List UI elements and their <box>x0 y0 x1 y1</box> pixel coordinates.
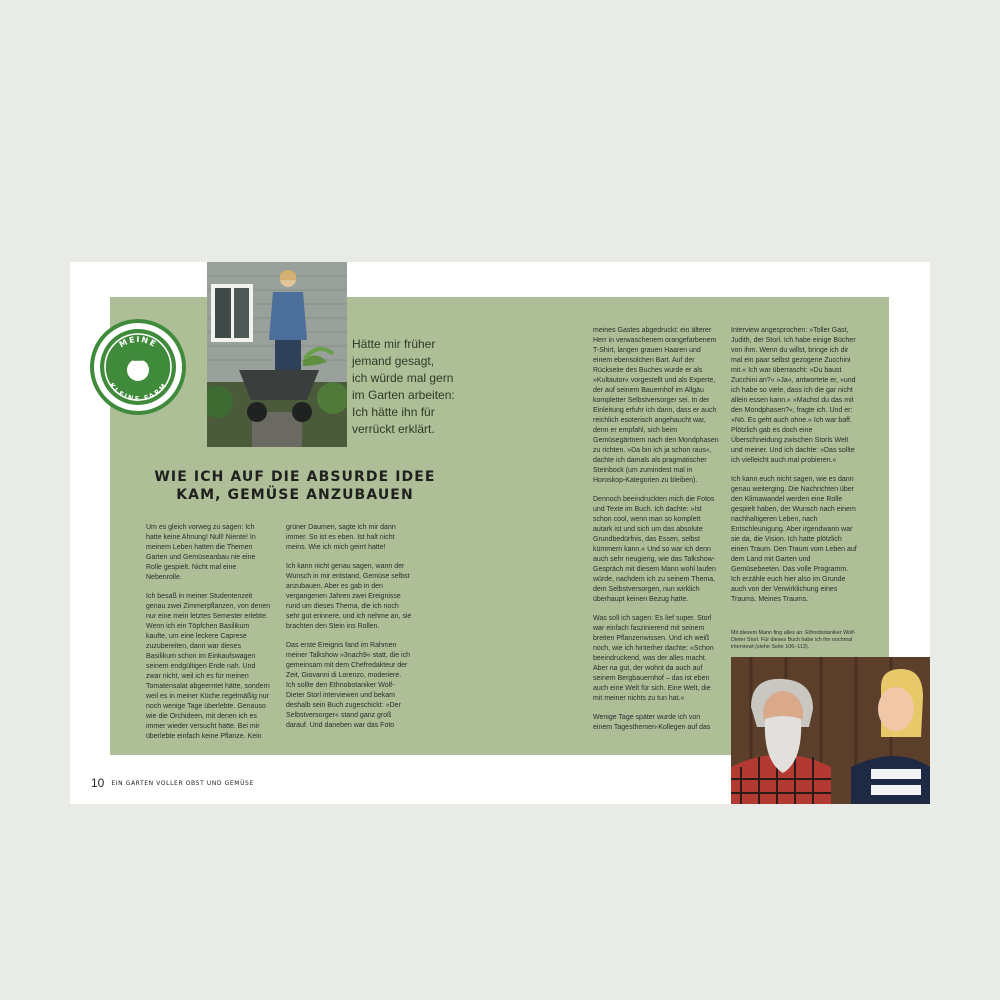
pull-quote-line: jemand gesagt, <box>352 354 435 368</box>
text-column-2 <box>286 523 412 740</box>
pull-quote-line: Hätte mir früher <box>352 337 436 351</box>
badge-text-top: MEINE <box>117 334 159 350</box>
pull-quote-line: im Garten arbeiten: <box>352 388 455 402</box>
paragraph: Wenige Tage später wurde ich von einem Tagesthemen-Kollegen auf das <box>593 714 711 731</box>
running-title: EIN GARTEN VOLLER OBST UND GEMÜSE <box>111 779 254 787</box>
paragraph: Ich besaß in meiner Studentenzeit genau zwei Zimmerpflanzen, von denen nur eine mein letztes Semester erlebte. Wenn ich ein Töpfchen Basilikum kaufte, um eine leckere Caprese zuzubereiten, dann war dieses Basilikum schon im Einkaufswagen seinem endgültigen Ende nah. Und zwar nicht, weil ich es für meinen Tomatensalat abgeerntet hätte, sondern weil es in meiner Küche regelmäßig nur noch wenige Tage überlebte. Genauso wie die Orchideen, mit denen ich es immer wieder versucht hatte. Bei mir überlebte einfach keine Pflanze. Kein <box>146 593 271 740</box>
photo-woman-illustration <box>207 262 347 447</box>
badge-graphic <box>100 329 176 405</box>
chapter-headline <box>130 468 460 504</box>
headline-line: WIE ICH AUF DIE ABSURDE IDEE <box>154 469 436 485</box>
paragraph: Um es gleich vorweg zu sagen: Ich hatte keine Ahnung! Null! Niente! In meinem Leben hatten die Themen Garten und Gemüseanbau nie eine Rolle gespielt. Nicht mal eine Nebenrolle. <box>146 524 256 581</box>
paragraph: meines Gastes abgedruckt: ein älterer Herr in verwaschenem orangefarbenem T-Shirt, langen grauen Haaren und einem ebensolchen Bart. Auf der Rückseite des Buches wurde er als »Kultautor« vorgestellt und als Experte, der auf seinem Bauernhof im Allgäu kompletter Selbstversorger sei. In der Einleitung erfuhr ich dann, dass er auch reichlich esoterisch angehaucht war, denn er empfahl, sich beim Gemüsegärtnern nach den Mondphasen zu richten. »Da bin ich ja schon raus«, dachte ich damals als pragmatischer Steinbock (um zumindest mal in Horoskop-Kategorien zu bleiben). <box>593 327 719 484</box>
photo-storl-illustration <box>731 657 930 804</box>
photo-storl-and-author <box>731 657 930 804</box>
photo-woman-wheelbarrow <box>207 262 347 447</box>
photo-caption: Mit diesem Mann fing alles an: Ethnobotaniker Wolf-Dieter Storl. Für dieses Buch habe ich ihn nochmal interviewt (siehe Seite 106–113). <box>731 630 856 650</box>
tomato-icon <box>127 356 149 381</box>
headline-line: KAM, GEMÜSE ANZUBAUEN <box>176 487 414 503</box>
text-column-3 <box>593 326 719 742</box>
page-number: 10 <box>91 776 105 790</box>
paragraph: Dennoch beeindruckten mich die Fotos und Texte im Buch. Ich dachte: »Ist schon cool, wenn man so komplett autark ist und sich um das absolute Grundbedürfnis, das Essen, selbst kümmern kann.« Und so war ich denn auch sehr neugierig, wie das Talkshow-Gespräch mit diesem Mann wohl laufen würde, nachdem ich zu seinem Thema, dem Selbstversorgen, nun wirklich überhaupt keinen Bezug hatte. <box>593 496 716 603</box>
pull-quote-line: Ich hätte ihn für <box>352 405 435 419</box>
pull-quote-line: ich würde mal gern <box>352 371 454 385</box>
meine-kleine-farm-badge <box>90 319 186 415</box>
text-column-1 <box>146 523 272 751</box>
paragraph: grüner Daumen, sagte ich mir dann immer. So ist es eben. Ist halt nicht meins. Wie ich mich geirrt hatte! <box>286 524 396 551</box>
book-spread <box>70 262 930 804</box>
badge-text-bottom: KLEINE FARM <box>107 381 169 403</box>
pull-quote <box>352 336 462 438</box>
text-column-4 <box>731 326 857 614</box>
paragraph: Interview angesprochen: »Toller Gast, Judith, der Storl. Ich habe einige Bücher von ihm. Wenn du willst, bringe ich dir mal ein paar selbst gezogene Zucchini mit.« Ich war überrascht: »Du baust Zucchini an?« »Ja«, antwortete er, »und ich habe so viele, dass ich die gar nicht allein essen kann.« »Machst du das mit den Mondphasen?«, fragte ich. Und er: »Nö. Es geht auch ohne.« Ich war baff. Plötzlich gab es doch eine Überschneidung zwischen Storls Welt und meiner. Und ich dachte: »Das sollte ich vielleicht auch mal probieren.« <box>731 327 856 464</box>
page-footer <box>91 776 254 790</box>
badge-inner-circle <box>100 329 176 405</box>
pull-quote-line: verrückt erklärt. <box>352 422 435 436</box>
paragraph: Ich kann euch nicht sagen, wie es dann genau weiterging. Die Nachrichten über den Klimawandel werden eine Rolle gespielt haben, der Wunsch nach einem nachhaltigeren Leben, nach Entschleunigung. Aber irgendwann war sie da, die Vision. Ich hatte plötzlich einen Traum. Den Traum vom Leben auf dem Land mit Garten und Gemüsebeeten. Das volle Programm. Ich erzähle euch hier also im Grunde auch von der Verwirklichung eines Traums. Meines Traums. <box>731 476 857 603</box>
paragraph: Ich kann nicht genau sagen, wann der Wunsch in mir entstand, Gemüse selbst anzubauen. Aber es gab in den vergangenen Jahren zwei Ereignisse rund um dieses Thema, die ich noch sehr gut erinnere, und ich nehme an, sie brachten den Stein ins Rollen. <box>286 563 412 630</box>
paragraph: Das erste Ereignis fand im Rahmen meiner Talkshow »3nach9« statt, die ich gemeinsam mit dem Chefredakteur der Zeit, Giovanni di Lorenzo, moderiere. Ich sollte den Ethnobotaniker Wolf-Dieter Storl interviewen und bekam deshalb sein Buch zugeschickt: »Der Selbstversorger« stand ganz groß darauf. Und daneben war das Foto <box>286 642 410 729</box>
paragraph: Was soll ich sagen: Es lief super. Storl war einfach faszinierend mit seinem breiten Pflanzenwissen. Und ich weiß noch, wie ich hinterher dachte: »Schon beeindruckend, was der alles macht. Aber na gut, der wohnt da auch auf seinem Bergbauernhof – das ist eben auch eine Welt für sich. Eine Welt, die mit meiner nichts zu tun hat.« <box>593 615 714 702</box>
